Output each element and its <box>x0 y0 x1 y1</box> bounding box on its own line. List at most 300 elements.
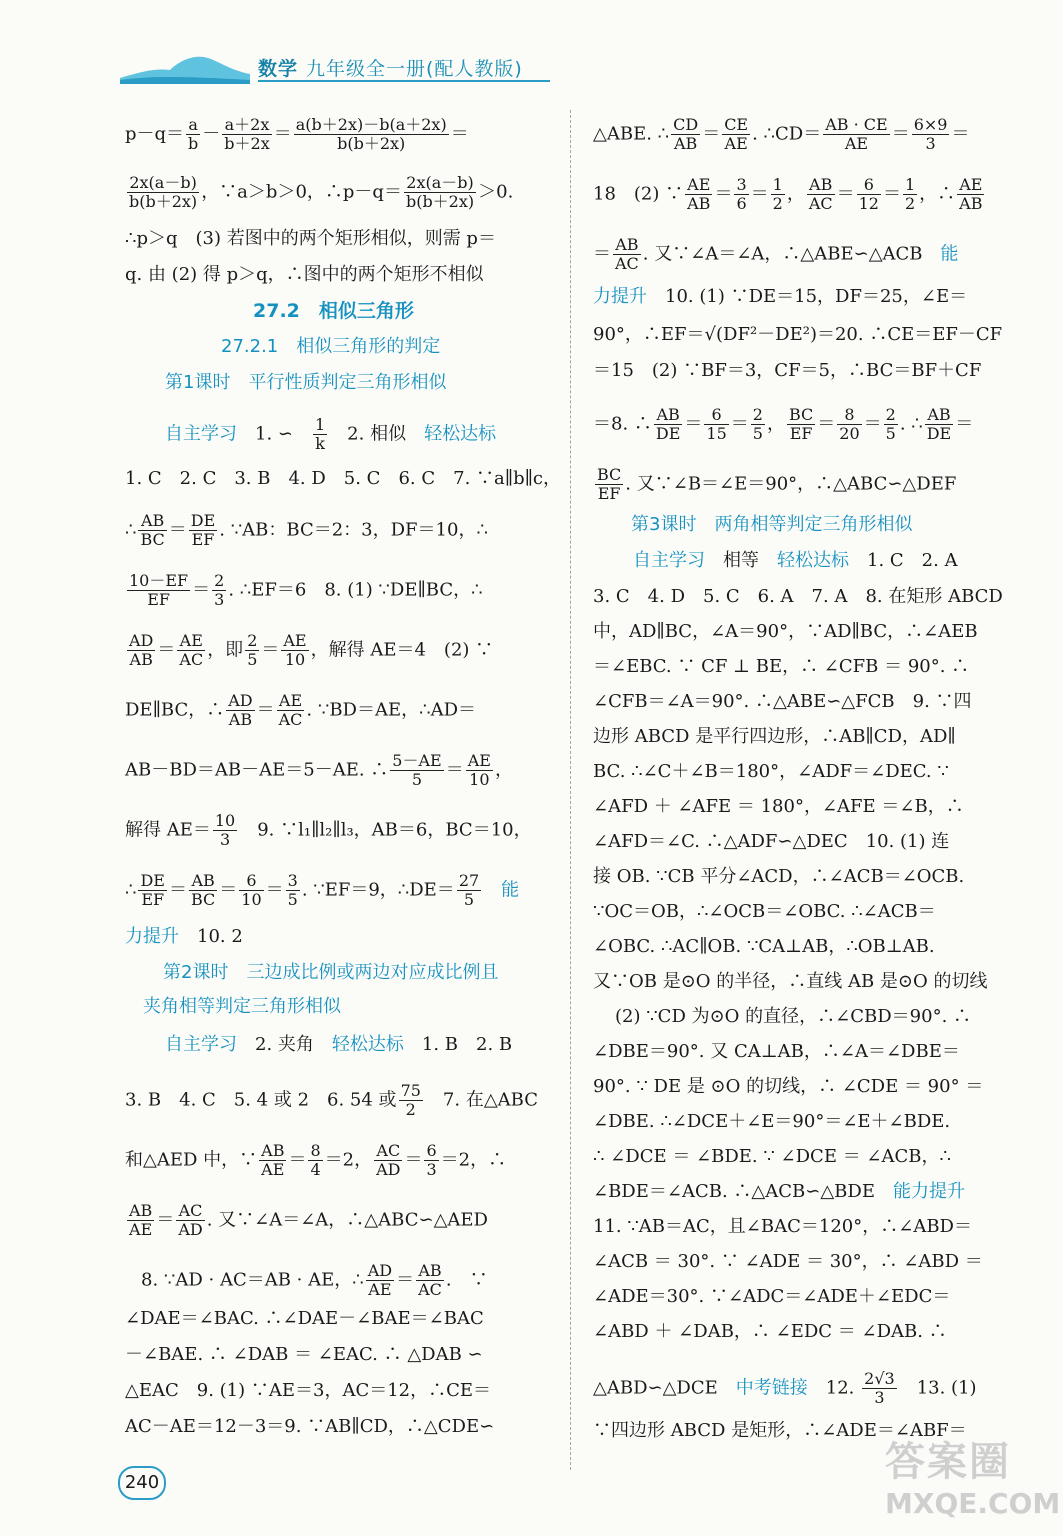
fraction <box>704 406 728 443</box>
text-line: ＝∠EBC. ∵ CF ⊥ BE，∴ ∠CFB ＝ 90°. ∴ <box>593 656 970 677</box>
numerator: a＋2x <box>222 116 271 135</box>
denominator: EF <box>191 530 215 549</box>
easy-label: 轻松达标 <box>777 550 849 571</box>
denominator: AE <box>261 1160 285 1179</box>
fraction <box>837 406 861 443</box>
text-line: ∵四边形 ABCD 是矩形，∴∠ADE＝∠ABF＝ <box>593 1420 967 1441</box>
text-line: ∠DAE＝∠BAC. ∴∠DAE－∠BAE＝∠BAC <box>125 1308 484 1329</box>
text: . ∵EF＝9，∴DE＝ <box>301 879 455 901</box>
text: ， <box>786 183 805 205</box>
denominator: AC <box>179 650 204 669</box>
numerator: 1 <box>772 175 783 194</box>
fraction <box>807 176 835 213</box>
numerator: AB <box>129 1201 153 1220</box>
numerator: CE <box>724 115 749 134</box>
lesson-heading: 第3课时 两角相等判定三角形相似 <box>631 514 913 535</box>
text: ＝ <box>256 699 275 721</box>
numerator: CD <box>673 115 699 134</box>
numerator: AB <box>138 512 166 531</box>
text: ＝ <box>863 413 882 435</box>
fraction <box>722 116 750 153</box>
denominator: BC <box>190 890 216 909</box>
text-line <box>593 1181 965 1203</box>
numerator: 2 <box>885 405 896 424</box>
fraction <box>277 692 305 729</box>
text: ，∵a＞b＞0，∴p－q＝ <box>201 181 402 203</box>
text-line: 中，AD∥BC，∠A＝90°，∵AD∥BC，∴∠AEB <box>593 621 978 642</box>
text-line: △EAC 9. (1) ∵AE＝3，AC＝12，∴CE＝ <box>125 1380 492 1401</box>
numerator: AD <box>228 691 253 710</box>
text: 1. B 2. B <box>403 1034 513 1055</box>
text: 1. C 2. A <box>849 550 958 571</box>
text: ＝ <box>836 183 855 205</box>
denominator: EF <box>597 484 621 503</box>
text: ＝2， <box>324 1149 373 1171</box>
fraction <box>823 116 890 153</box>
numerator: 3 <box>287 871 298 890</box>
denominator: b(b＋2x) <box>405 192 475 211</box>
text: ＝ <box>445 759 464 781</box>
denominator: AD <box>178 1220 203 1239</box>
watermark <box>885 1430 1061 1530</box>
fraction <box>671 116 700 153</box>
denominator: AC <box>418 1280 442 1299</box>
numerator: 2√3 <box>864 1369 895 1388</box>
numerator: 8 <box>310 1141 321 1160</box>
denominator: AE <box>724 134 748 153</box>
text: 10. 2 <box>179 926 243 947</box>
numerator: 8 <box>837 406 861 425</box>
denominator: 5 <box>411 770 423 789</box>
numerator: AB <box>261 1141 285 1160</box>
text: . 又∵∠A＝∠A，∴△ABE∽△ACB <box>642 243 941 265</box>
fraction <box>212 572 226 609</box>
fraction <box>903 176 917 213</box>
fraction <box>685 176 712 213</box>
text-line <box>593 466 956 503</box>
fraction <box>176 1202 204 1239</box>
text-line <box>125 632 493 669</box>
text: 8. ∵AD · AC＝AB · AE，∴ <box>141 1269 364 1291</box>
text: p－q＝ <box>125 123 185 145</box>
text: － <box>202 123 221 145</box>
fraction <box>294 116 449 153</box>
denominator: DE <box>926 424 952 443</box>
text: ＝ <box>396 1269 415 1291</box>
fraction <box>213 812 237 849</box>
text: 相等 <box>705 550 777 571</box>
denominator: 6 <box>736 194 747 213</box>
fraction <box>595 466 623 503</box>
text: . ∴CD＝ <box>752 123 822 145</box>
numerator: AB <box>925 406 954 425</box>
text: 1. ∽ <box>237 423 311 445</box>
denominator: AC <box>278 710 303 729</box>
denominator: 10 <box>284 650 306 669</box>
text: 7. 在△ABC <box>424 1089 538 1111</box>
lesson-heading: 第2课时 三边成比例或两边对应成比例且 <box>163 962 499 983</box>
numerator: AB <box>613 236 641 255</box>
numerator: AE <box>467 751 491 770</box>
numerator: a <box>186 116 200 135</box>
denominator: 5 <box>885 424 896 443</box>
fraction <box>404 174 476 211</box>
watermark-text: 答案圈 <box>885 1439 1011 1485</box>
denominator: 4 <box>310 1160 321 1179</box>
exam-link-label: 中考链接 <box>735 1377 808 1399</box>
denominator: b＋2x <box>224 134 270 153</box>
denominator: AB <box>673 134 698 153</box>
text-line: 又∵OB 是⊙O 的半径，∴直线 AB 是⊙O 的切线 <box>593 971 988 992</box>
numerator: 1 <box>314 415 326 434</box>
text: ＝ <box>891 123 910 145</box>
subsection-heading: 27.2.1 相似三角形的判定 <box>221 336 441 357</box>
text: ，即 <box>207 639 244 661</box>
text: 18 (2) ∵ <box>593 183 684 205</box>
fraction <box>862 1370 897 1407</box>
denominator: AC <box>615 254 639 273</box>
denominator: 3 <box>219 830 231 849</box>
page-header <box>120 48 550 88</box>
text-line: ∵OC＝OB，∴∠OCB＝∠OBC. ∴∠ACB＝ <box>593 901 936 922</box>
text: 10. (1) ∵DE＝15，DF＝25，∠E＝ <box>647 286 968 307</box>
text: ＝ <box>684 413 703 435</box>
fraction <box>286 872 300 909</box>
numerator: 2 <box>752 405 763 424</box>
text-line: 边形 ABCD 是平行四边形，∴AB∥CD，AD∥ <box>593 726 956 747</box>
ability-label: 能力提升 <box>892 1181 965 1202</box>
text: ，解得 AE＝4 (2) ∵ <box>310 639 494 661</box>
text: ，∴ <box>919 183 956 205</box>
text-line <box>125 692 476 729</box>
numerator: 6×9 <box>913 115 948 134</box>
text-line: ∠AFD ＋ ∠AFE ＝ 180°，∠AFE ＝∠B，∴ <box>593 796 964 817</box>
text-line <box>593 176 986 213</box>
text-line <box>125 1082 538 1119</box>
section-heading: 27.2 相似三角形 <box>253 300 414 322</box>
text-line: 1. C 2. C 3. B 4. D 5. C 6. C 7. ∵a∥b∥c， <box>125 468 561 489</box>
denominator: 5 <box>463 890 475 909</box>
text-line: (2) ∵CD 为⊙O 的直径，∴∠CBD＝90°. ∴ <box>615 1006 972 1027</box>
text: ＞0. <box>478 181 514 203</box>
text-line: 90°，∴EF＝√(DF²－DE²)＝20. ∴CE＝EF－CF <box>593 324 1003 345</box>
text-line <box>165 416 496 453</box>
text: . ∵AB：BC＝2：3，DF＝10，∴ <box>219 519 488 541</box>
fraction <box>613 236 641 273</box>
numerator: AD <box>367 1261 393 1280</box>
text: . 又∵∠A＝∠A，∴△ABC∽△AED <box>206 1209 488 1231</box>
fraction <box>138 512 166 549</box>
fraction <box>127 572 190 609</box>
denominator: BC <box>140 530 165 549</box>
text: ＝ <box>261 639 280 661</box>
text: ＝ <box>265 879 284 901</box>
fraction <box>366 1262 394 1299</box>
denominator: AE <box>368 1280 392 1299</box>
fraction <box>259 1142 286 1179</box>
text: ＝ <box>404 1149 423 1171</box>
denominator: 12 <box>858 194 879 213</box>
ability-label: 能 <box>940 243 959 265</box>
numerator: AE <box>957 176 984 195</box>
text-line <box>125 116 469 153</box>
denominator: 5 <box>752 424 763 443</box>
numerator: 27 <box>458 871 480 890</box>
text-line <box>633 550 958 572</box>
numerator: 10－EF <box>129 571 189 590</box>
text-line: ∠CFB＝∠A＝90°. ∴△ABE∽△FCB 9. ∵四 <box>593 691 972 712</box>
text: ＝ <box>750 183 769 205</box>
fraction <box>399 1082 423 1119</box>
lesson-heading: 第1课时 平行性质判定三角形相似 <box>165 372 447 393</box>
text: ＝ <box>593 243 611 265</box>
text-line <box>125 1202 488 1239</box>
lesson-heading: 夹角相等判定三角形相似 <box>143 996 341 1017</box>
numerator: AB <box>416 1262 444 1281</box>
denominator: 15 <box>706 424 727 443</box>
text-line <box>593 236 959 273</box>
numerator: 2x(a－b) <box>404 174 476 193</box>
text: DE∥BC，∴ <box>125 699 225 721</box>
easy-label: 轻松达标 <box>424 423 497 445</box>
numerator: 10 <box>214 811 236 830</box>
text: 3. B 4. C 5. 4 或 2 6. 54 或 <box>125 1089 397 1111</box>
text-line: ∴p＞q (3) 若图中的两个矩形相似，则需 p＝ <box>125 228 496 249</box>
text: ＝ <box>730 413 749 435</box>
numerator: 75 <box>400 1081 421 1100</box>
watermark-url: MXQE.COM <box>885 1487 1061 1520</box>
text: ＝ <box>168 879 187 901</box>
text-line: 11. ∵AB＝AC，且∠BAC＝120°，∴∠ABD＝ <box>593 1216 972 1237</box>
header-rule <box>258 80 550 82</box>
text: ∠BDE＝∠ACB. ∴△ACB∽△BDE <box>593 1181 893 1202</box>
fraction <box>374 1142 402 1179</box>
denominator: 3 <box>214 590 225 609</box>
numerator: 2x(a－b) <box>127 174 199 193</box>
text-line <box>125 174 513 211</box>
text: 2. 相似 <box>329 423 425 445</box>
fraction <box>239 872 263 909</box>
text-line: q. 由 (2) 得 p＞q，∴图中的两个矩形不相似 <box>125 264 484 285</box>
denominator: b <box>188 134 199 153</box>
text: . ∴EF＝6 8. (1) ∵DE∥BC，∴ <box>228 579 483 601</box>
text: ＝ <box>955 413 974 435</box>
text-line: ＝15 (2) ∵BF＝3，CF＝5，∴BC＝BF＋CF <box>593 360 982 381</box>
text-line: ∠ACB ＝ 30°. ∵ ∠ADE ＝ 30°，∴ ∠ABD ＝ <box>593 1251 983 1272</box>
denominator: 2 <box>904 194 916 213</box>
fraction <box>138 872 167 909</box>
fraction <box>787 406 815 443</box>
text: ， <box>494 759 513 781</box>
numerator: AE <box>283 631 307 650</box>
numerator: 6 <box>239 872 263 891</box>
fraction <box>857 176 881 213</box>
text-line: ∠AFD＝∠C. ∴△ADF∽△DEC 10. (1) 连 <box>593 831 950 852</box>
text: ＝ <box>882 183 901 205</box>
numerator: a(b＋2x)－b(a＋2x) <box>295 115 447 134</box>
numerator: AC <box>374 1142 402 1161</box>
subject-label: 数学 <box>258 58 299 80</box>
text: ＝ <box>273 123 292 145</box>
numerator: 1 <box>904 175 916 194</box>
text: 9. ∵l₁∥l₂∥l₃，AB＝6，BC＝10， <box>239 819 532 841</box>
self-study-label: 自主学习 <box>165 1034 237 1055</box>
denominator: 3 <box>426 1160 437 1179</box>
fraction <box>189 512 218 549</box>
numerator: AB · CE <box>825 115 888 134</box>
text-line: BC. ∴∠C＋∠B＝180°，∠ADF＝∠DEC. ∵ <box>593 761 949 782</box>
fraction <box>127 1202 154 1239</box>
denominator: b(b＋2x) <box>129 192 198 211</box>
text: . ∵BD＝AE，∴AD＝ <box>306 699 476 721</box>
text: ∴ <box>125 879 137 901</box>
ability-label: 能 <box>483 879 520 901</box>
fraction <box>313 416 327 453</box>
numerator: AD <box>129 631 154 650</box>
fraction <box>457 872 481 909</box>
denominator: AB <box>687 194 711 213</box>
numerator: AB <box>189 872 217 891</box>
denominator: 3 <box>874 1388 885 1407</box>
numerator: AB <box>807 176 835 195</box>
numerator: AE <box>177 632 205 651</box>
denominator: DE <box>655 424 681 443</box>
text: . 又∵∠B＝∠E＝90°，∴△ABC∽△DEF <box>625 473 957 495</box>
text: 2. 夹角 <box>237 1034 332 1055</box>
text: ， <box>766 413 785 435</box>
ability-label: 力提升 <box>125 926 179 947</box>
denominator: b(b＋2x) <box>337 134 406 153</box>
denominator: AB <box>228 710 253 729</box>
text-line: ∠OBC. ∴AC∥OB. ∵CA⊥AB，∴OB⊥AB. <box>593 936 935 957</box>
text-line <box>125 752 513 789</box>
denominator: AD <box>376 1160 401 1179</box>
denominator: 20 <box>839 424 860 443</box>
page-number: 240 <box>118 1466 166 1500</box>
text: ＝ <box>288 1149 307 1171</box>
text: ∴ <box>125 519 137 541</box>
text: ＝ <box>156 1209 175 1231</box>
fraction <box>654 406 683 443</box>
text-line: 90°. ∵ DE 是 ⊙O 的切线，∴ ∠CDE ＝ 90° ＝ <box>593 1076 984 1097</box>
text-line: ∴ ∠DCE ＝ ∠BDE. ∵ ∠DCE ＝ ∠ACB，∴ <box>593 1146 951 1167</box>
numerator: 6 <box>426 1141 437 1160</box>
text: 和△AED 中，∵ <box>125 1149 258 1171</box>
self-study-label: 自主学习 <box>633 550 705 571</box>
fraction <box>957 176 984 213</box>
text-line: ∠DBE. ∴∠DCE＋∠E＝90°＝∠E＋∠BDE. <box>593 1111 951 1132</box>
numerator: AB <box>654 406 683 425</box>
text: △ABD∽△DCE <box>593 1377 736 1399</box>
wave-logo-icon <box>120 48 250 86</box>
text-line <box>593 406 973 443</box>
text: 解得 AE＝ <box>125 819 211 841</box>
header-title <box>258 54 523 81</box>
text-line: ∠ABD ＋ ∠DAB，∴ ∠EDC ＝ ∠DAB. ∴ <box>593 1321 947 1342</box>
fraction <box>281 632 308 669</box>
denominator: EF <box>141 890 165 909</box>
numerator: 5－AE <box>392 751 442 770</box>
numerator: BC <box>597 465 622 484</box>
column-divider <box>570 110 571 1470</box>
denominator: AE <box>844 134 869 153</box>
text: ＝ <box>702 123 721 145</box>
self-study-label: 自主学习 <box>165 423 237 445</box>
text-line <box>593 1370 977 1407</box>
fraction <box>734 176 748 213</box>
text-line: AC－AE＝12－3＝9. ∵AB∥CD，∴△CDE∽ <box>125 1416 495 1437</box>
numerator: AE <box>685 176 712 195</box>
text-line: －∠BAE. ∴ ∠DAB ＝ ∠EAC. ∴ △DAB ∽ <box>125 1344 483 1365</box>
denominator: k <box>315 434 325 453</box>
numerator: 6 <box>857 176 881 195</box>
text-line <box>165 1034 512 1056</box>
text: . ∴ <box>899 413 923 435</box>
fraction <box>177 632 205 669</box>
text-line <box>125 1142 506 1179</box>
numerator: 3 <box>736 175 747 194</box>
numerator: AC <box>176 1202 204 1221</box>
fraction <box>390 752 443 789</box>
fraction <box>189 872 217 909</box>
text-line: ∠ADE＝30°. ∵∠ADC＝∠ADE＋∠EDC＝ <box>593 1286 951 1307</box>
numerator: 2 <box>214 571 225 590</box>
denominator: 5 <box>247 650 258 669</box>
fraction <box>308 1142 322 1179</box>
denominator: 3 <box>925 134 936 153</box>
fraction <box>245 632 259 669</box>
fraction <box>912 116 950 153</box>
text-line: 接 OB. ∵CB 平分∠ACD，∴∠ACB＝∠OCB. <box>593 866 965 887</box>
text: ＝ <box>219 879 238 901</box>
fraction <box>127 174 199 211</box>
denominator: 2 <box>772 194 783 213</box>
fraction <box>466 752 493 789</box>
book-label: 九年级全一册(配人教版) <box>306 58 523 80</box>
text: 13. (1) <box>898 1377 977 1399</box>
numerator: DE <box>190 511 216 530</box>
denominator: EF <box>147 590 170 609</box>
text-line <box>141 1262 488 1299</box>
text-line <box>125 926 243 948</box>
text-line <box>593 286 967 308</box>
fraction <box>884 406 898 443</box>
denominator: EF <box>789 424 813 443</box>
denominator: 2 <box>405 1100 416 1119</box>
text: ＝ <box>714 183 733 205</box>
text: ＝ <box>450 123 469 145</box>
text: . ∵ <box>445 1269 488 1291</box>
fraction <box>424 1142 438 1179</box>
denominator: 10 <box>241 890 262 909</box>
denominator: AE <box>129 1220 153 1239</box>
text: ＝ <box>951 123 970 145</box>
text-line <box>125 572 483 609</box>
fraction <box>186 116 200 153</box>
text-line <box>125 872 519 909</box>
text: 12. <box>807 1377 861 1399</box>
numerator: BC <box>788 405 814 424</box>
denominator: AB <box>959 194 983 213</box>
numerator: 6 <box>704 406 728 425</box>
text: △ABE. ∴ <box>593 123 670 145</box>
fraction <box>222 116 271 153</box>
denominator: 5 <box>287 890 298 909</box>
text: AB－BD＝AB－AE＝5－AE. ∴ <box>125 759 389 781</box>
text: ＝ <box>192 579 211 601</box>
fraction <box>771 176 785 213</box>
fraction <box>416 1262 444 1299</box>
